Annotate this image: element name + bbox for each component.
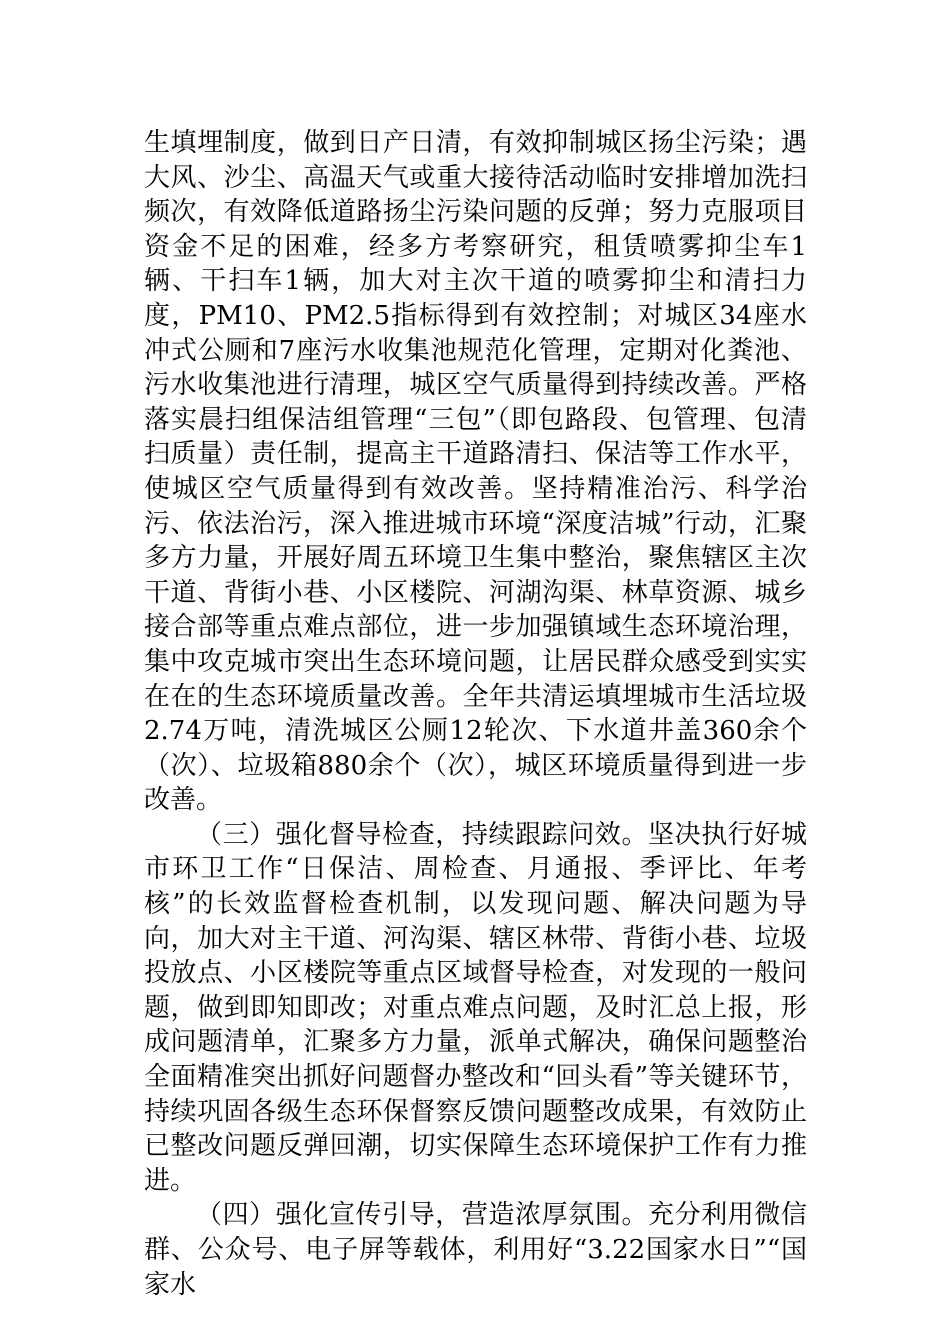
paragraph-continued: 生填埋制度，做到日产日清，有效抑制城区扬尘污染；遇大风、沙尘、高温天气或重大接待活动临时安排增加洗扫频次，有效降低道路扬尘污染问题的反弹；努力克服项目资金不足的困难，经多方考察研究，租赁喷雾抑尘车1辆、干扫车1辆，加大对主次干道的喷雾抑尘和清扫力度，PM10、PM2.5指标得到有效控制；对城区34座水冲式公厕和7座污水收集池规范化管理，定期对化粪池、污水收集池进行清理，城区空气质量得到持续改善。严格落实晨扫组保洁组管理“三包”（即包路段、包管理、包清扫质量）责任制，提高主干道路清扫、保洁等工作水平，使城区空气质量得到有效改善。坚持精准治污、科学治污、依法治污，深入推进城市环境“深度洁城”行动，汇聚多方力量，开展好周五环境卫生集中整治，聚焦辖区主次干道、背街小巷、小区楼院、河湖沟渠、林草资源、城乡接合部等重点难点部位，进一步加强镇域生态环境治理，集中攻克城市突出生态环境问题，让居民群众感受到实实在在的生态环境质量改善。全年共清运填埋城市生活垃圾2.74万吨，清洗城区公厕12轮次、下水道井盖360余个（次）、垃圾箱880余个（次），城区环境质量得到进一步改善。 — [144, 128, 807, 816]
paragraph-section-4: （四）强化宣传引导，营造浓厚氛围。充分利用微信群、公众号、电子屏等载体，利用好“3.22国家水日”“国家水 — [144, 1200, 807, 1300]
body-text — [144, 126, 807, 1302]
paragraph-section-3: （三）强化督导检查，持续跟踪问效。坚决执行好城市环卫工作“日保洁、周检查、月通报、季评比、年考核”的长效监督检查机制，以发现问题、解决问题为导向，加大对主干道、河沟渠、辖区林带、背街小巷、垃圾投放点、小区楼院等重点区域督导检查，对发现的一般问题，做到即知即改；对重点难点问题，及时汇总上报，形成问题清单，汇聚多方力量，派单式解决，确保问题整治全面精准突出抓好问题督办整改和“回头看”等关键环节，持续巩固各级生态环保督察反馈问题整改成果，有效防止已整改问题反弹回潮，切实保障生态环境保护工作有力推进。 — [144, 819, 807, 1196]
